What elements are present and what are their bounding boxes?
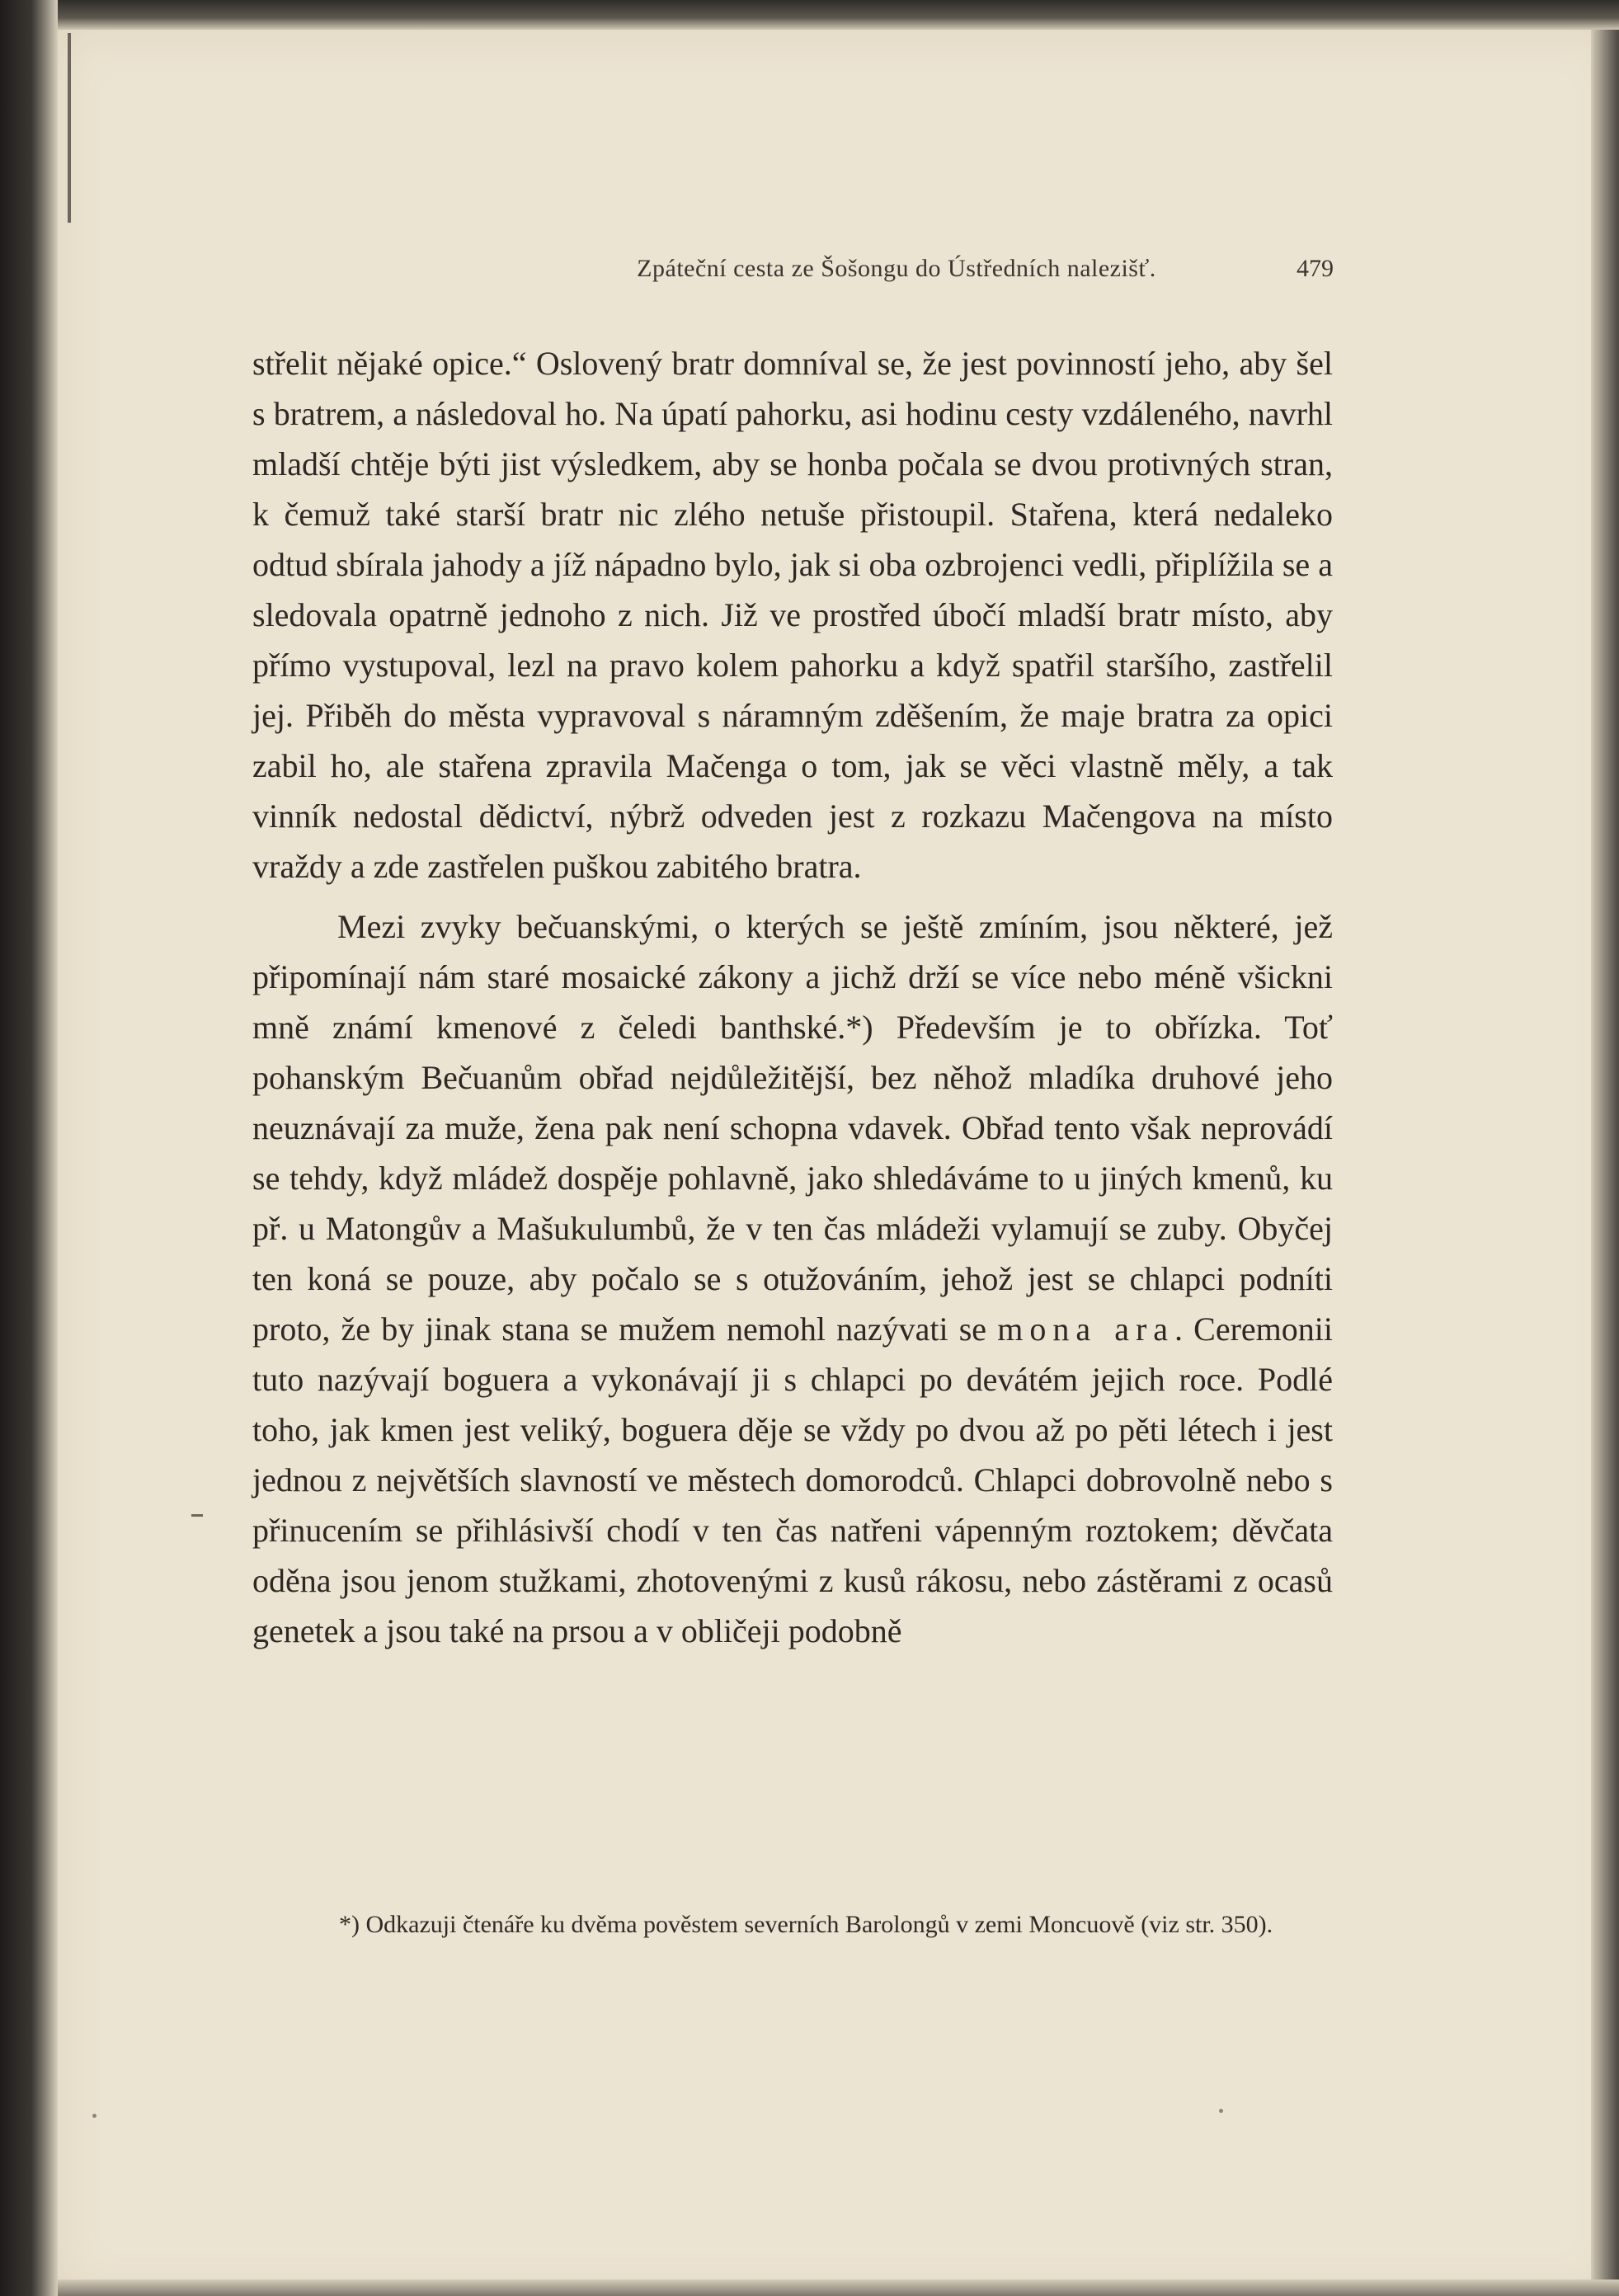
paragraph-customs	[252, 901, 1333, 1656]
paragraph-1-text: střelit nějaké opice.“ Oslovený bratr domníval se, že jest povinností jeho, aby šel s bratrem, a následoval ho. Na úpatí pahorku, asi hodinu cesty vzdáleného, navrhl mladší chtěje býti jist výsledkem, aby se honba počala se dvou protivných stran, k čemuž také starší bratr nic zlého netuše přistoupil. Stařena, která nedaleko odtud sbírala jahody a jíž nápadno bylo, jak si oba ozbrojenci vedli, připlížila se a sledovala opatrně jednoho z nich. Již ve prostřed úbočí mladší bratr místo, aby přímo vystupoval, lezl na pravo kolem pahorku a když spatřil staršího, zastřelil jej. Přiběh do města vypravoval s náramným zděšením, že maje bratra za opici zabil ho, ale stařena zpravila Mačenga o tom, jak se věci vlastně měly, a tak vinník nedostal dědictví, nýbrž odveden jest z rozkazu Mačengova na místo vraždy a zde zastřelen puškou zabitého bratra.	[252, 345, 1333, 885]
footnote: *) Odkazuji čtenáře ku dvěma pověstem severních Barolongů v zemi Moncuově (viz str. 350).	[339, 1911, 1273, 1938]
body-text	[252, 338, 1333, 1656]
spaced-term: mona ara	[997, 1310, 1175, 1348]
top-edge-shadow	[58, 0, 1619, 30]
binding-mark	[68, 33, 71, 223]
running-head: Zpáteční cesta ze Šošongu do Ústředních nalezišť.	[637, 255, 1156, 282]
paragraph-continued	[252, 338, 1333, 892]
paragraph-2-text-part-1: Mezi zvyky bečuanskými, o kterých se ještě zmíním, jsou některé, jež připomínají nám staré mosaické zákony a jichž drží se více nebo méně všickni mně známí kmenové z čeledi banthské.*) Především je to obřízka. Toť pohanským Bečuanům obřad nejdůležitější, bez něhož mladíka druhové jeho neuznávají za muže, žena pak není schopna vdavek. Obřad tento však neprovádí se tehdy, když mládež dospěje pohlavně, jako shledáváme to u jiných kmenů, ku př. u Matongův a Mašukulumbů, že v ten čas mládeži vylamují se zuby. Obyčej ten koná se pouze, aby počalo se s otužováním, jehož jest se chlapci podníti proto, že by jinak stana se mužem nemohl nazývati se	[252, 908, 1333, 1348]
paper-speck	[1219, 2109, 1223, 2113]
margin-mark	[191, 1514, 203, 1517]
page-right-edge	[1591, 30, 1619, 2296]
page-number: 479	[1297, 255, 1334, 282]
book-spine-shadow	[0, 0, 58, 2296]
paragraph-2-text-part-2: . Ceremonii tuto nazývají boguera a vykonávají ji s chlapci po devátém jejich roce. Podlé toho, jak kmen jest veliký, boguera děje se vždy po dvou až po pěti létech i jest jednou z největších slavností ve městech domorodců. Chlapci dobrovolně nebo s přinucením se přihlásivší chodí v ten čas natřeni vápenným roztokem; děvčata oděna jsou jenom stužkami, zhotovenými z kusů rákosu, nebo zástěrami z ocasů genetek a jsou také na prsou a v obličeji podobně	[252, 1310, 1334, 1649]
paper-speck	[92, 2114, 96, 2118]
page-bottom-edge	[58, 2280, 1619, 2296]
